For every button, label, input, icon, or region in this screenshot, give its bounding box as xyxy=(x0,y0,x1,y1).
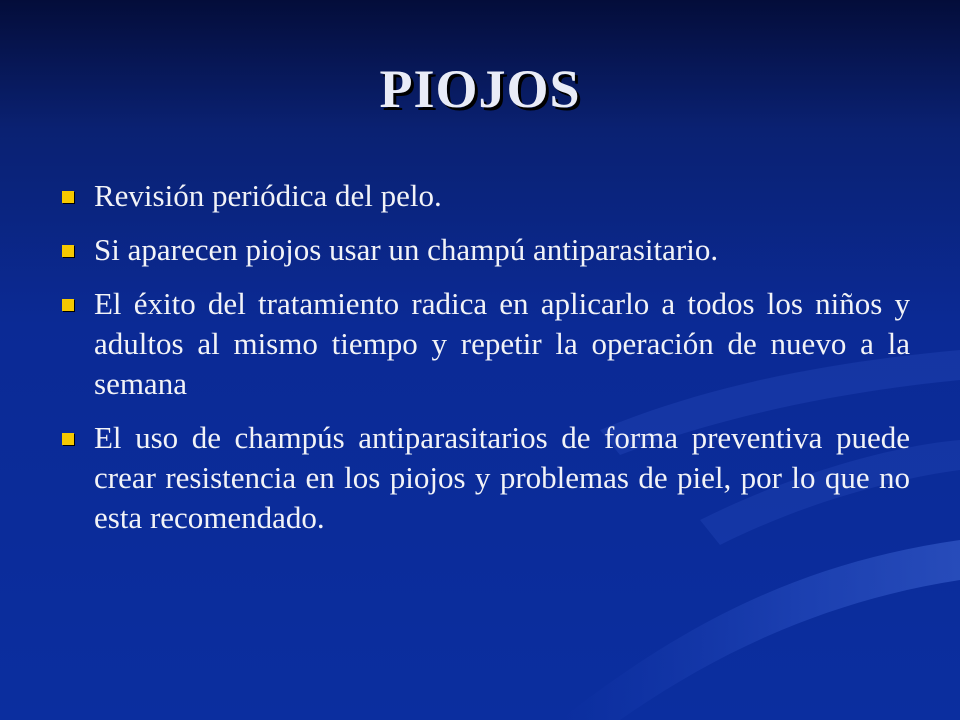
bullet-text: Si aparecen piojos usar un champú antiparasitario. xyxy=(94,232,719,267)
slide-title: PIOJOS xyxy=(379,59,581,119)
bullet-text: El uso de champús antiparasitarios de forma preventiva puede crear resistencia en los piojos y problemas de piel, por lo que no esta recomendado. xyxy=(94,420,910,535)
bullet-text: El éxito del tratamiento radica en aplicarlo a todos los niños y adultos al mismo tiempo y repetir la operación de nuevo a la semana xyxy=(94,286,910,401)
square-bullet-icon xyxy=(62,191,74,203)
square-bullet-icon xyxy=(62,299,74,311)
square-bullet-icon xyxy=(62,433,74,445)
square-bullet-icon xyxy=(62,245,74,257)
bullet-item xyxy=(60,230,910,270)
bullet-text: Revisión periódica del pelo. xyxy=(94,178,442,213)
bullet-list xyxy=(60,176,910,552)
bullet-item xyxy=(60,418,910,538)
bullet-item xyxy=(60,176,910,216)
bullet-item xyxy=(60,284,910,404)
